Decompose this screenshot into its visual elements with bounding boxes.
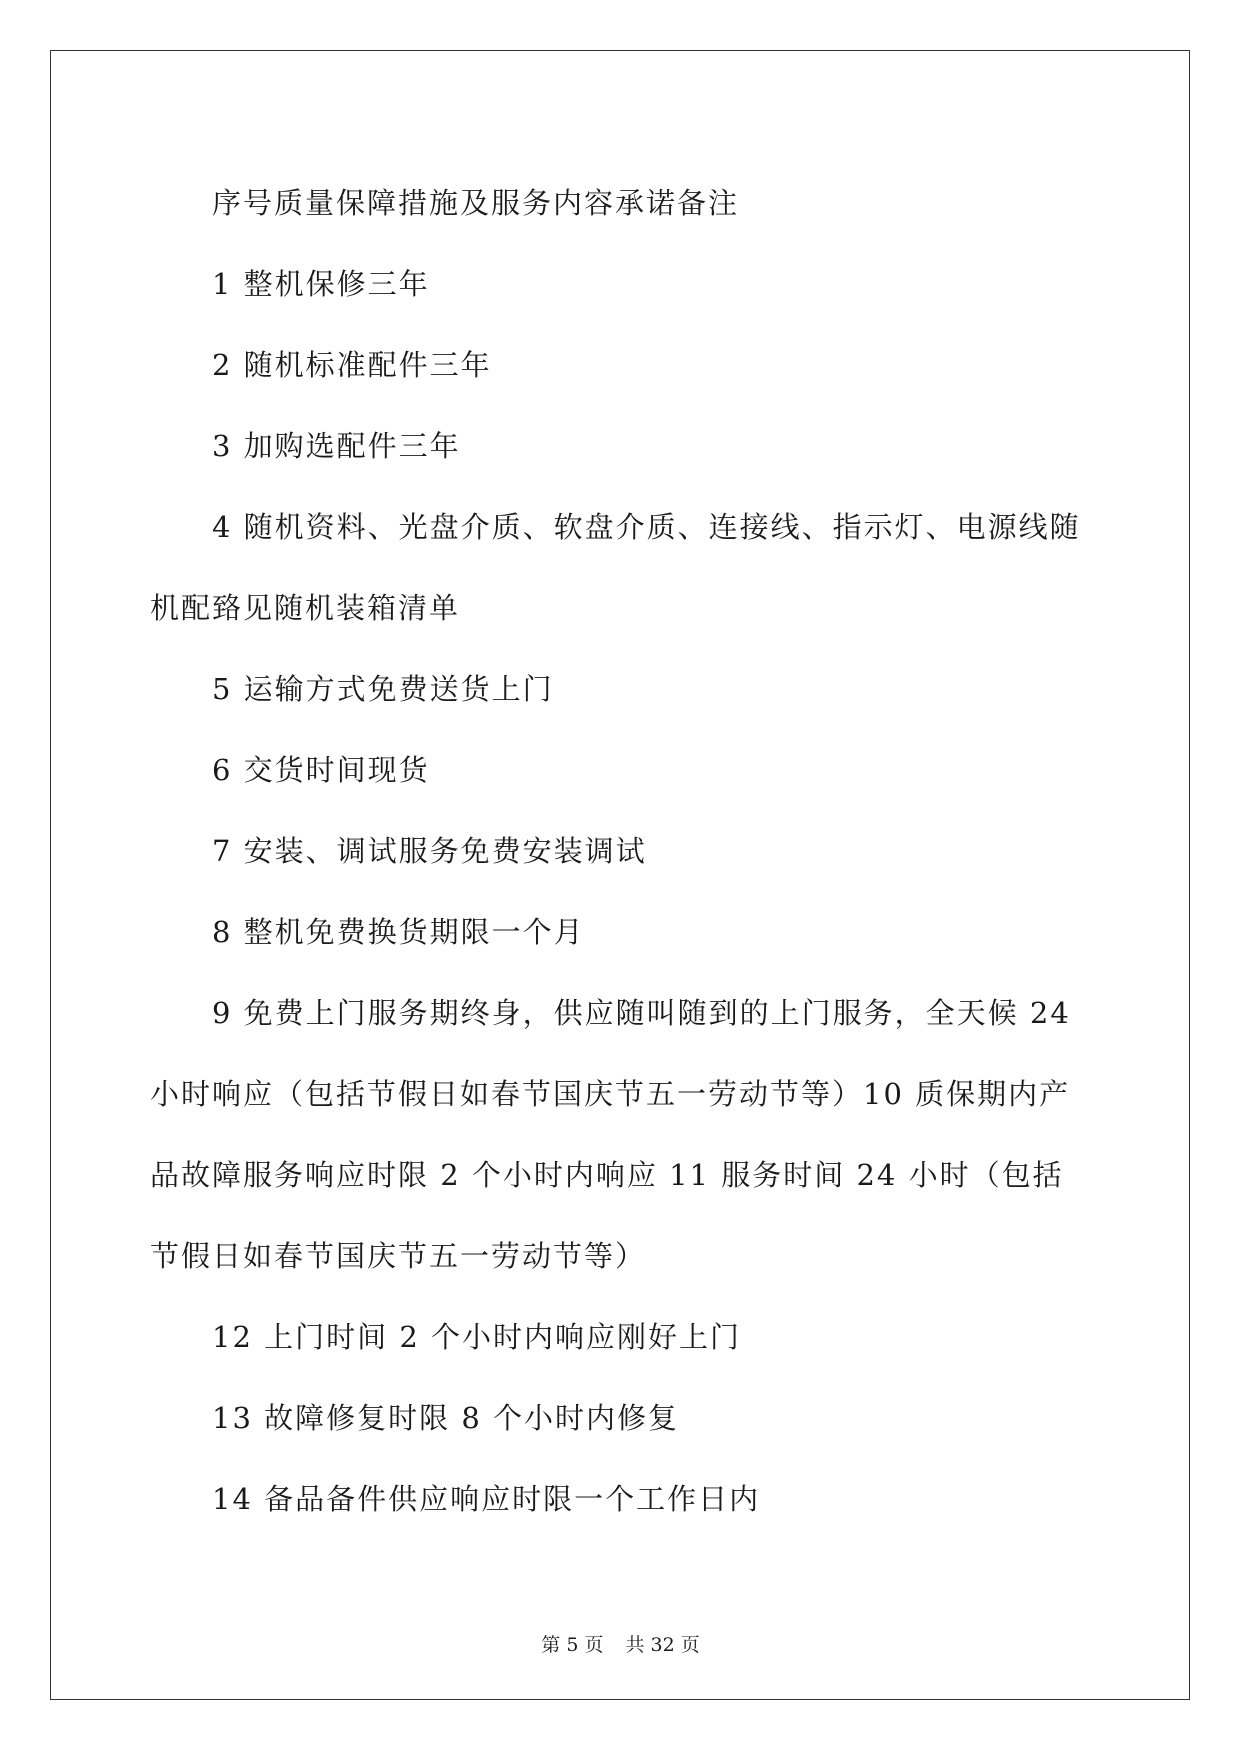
paragraph-item-4: 4 随机资料、光盘介质、软盘介质、连接线、指示灯、电源线随机配臵见随机装箱清单 bbox=[150, 510, 1081, 625]
paragraph-item-6: 6 交货时间现货 bbox=[212, 753, 430, 787]
paragraph-item-3: 3 加购选配件三年 bbox=[212, 429, 461, 463]
paragraph-item-14: 14 备品备件供应响应时限一个工作日内 bbox=[212, 1482, 761, 1516]
paragraph-item-12: 12 上门时间 2 个小时内响应刚好上门 bbox=[212, 1320, 742, 1354]
paragraph-header: 序号质量保障措施及服务内容承诺备注 bbox=[212, 186, 740, 220]
paragraph-item-9-11: 9 免费上门服务期终身，供应随叫随到的上门服务，全天候 24 小时响应（包括节假日如春节国庆节五一劳动节等）10 质保期内产品故障服务响应时限 2 个小时内响应 11 服务时间 24 小时（包括节假日如春节国庆节五一劳动节等） bbox=[150, 996, 1071, 1273]
paragraph-item-2: 2 随机标准配件三年 bbox=[212, 348, 492, 382]
page-number: 第 5 页 bbox=[541, 1634, 604, 1656]
paragraph-item-13: 13 故障修复时限 8 个小时内修复 bbox=[212, 1401, 680, 1435]
paragraph-item-8: 8 整机免费换货期限一个月 bbox=[212, 915, 585, 949]
paragraph-item-1: 1 整机保修三年 bbox=[212, 267, 430, 301]
page-footer bbox=[0, 1630, 1241, 1657]
paragraph-item-5: 5 运输方式免费送货上门 bbox=[212, 672, 554, 706]
document-body bbox=[150, 163, 1090, 1540]
paragraph-item-7: 7 安装、调试服务免费安装调试 bbox=[212, 834, 647, 868]
page-total: 共 32 页 bbox=[625, 1634, 700, 1656]
